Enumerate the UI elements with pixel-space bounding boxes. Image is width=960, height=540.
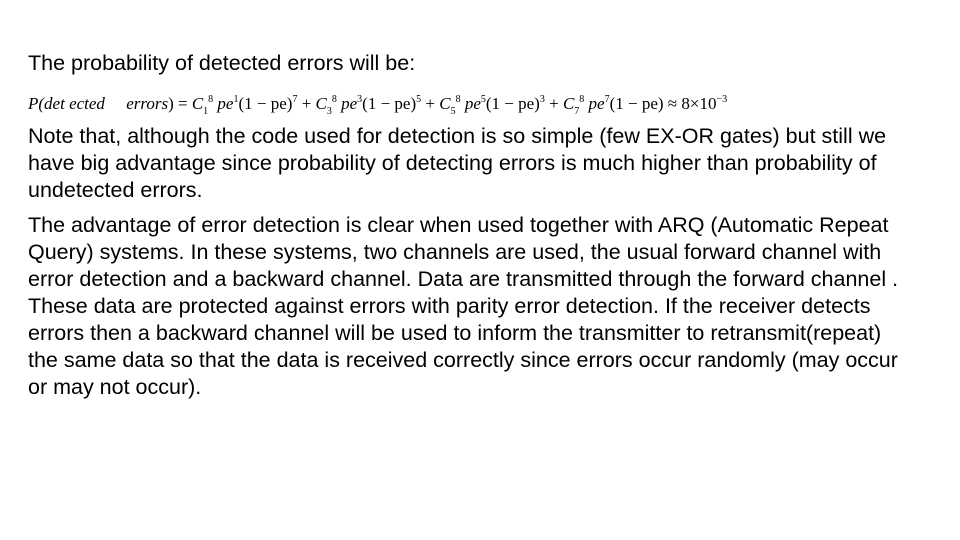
one-minus-pe-exponent: 3 xyxy=(539,94,545,105)
equation-term xyxy=(315,94,440,117)
pe-symbol: pe xyxy=(588,94,605,113)
combination-symbol: C xyxy=(562,94,575,113)
pe-exponent: 7 xyxy=(604,94,610,105)
pe-symbol: pe xyxy=(464,94,481,113)
one-minus-pe: (1 − pe) xyxy=(362,94,417,113)
equation-approx: ≈ 8×10 xyxy=(667,94,717,113)
combination-subscript: 5 xyxy=(450,106,456,117)
equation-lhs-word1: det ected xyxy=(44,94,105,113)
pe-symbol: pe xyxy=(217,94,234,113)
one-minus-pe-exponent: 5 xyxy=(416,94,422,105)
one-minus-pe-exponent: 7 xyxy=(292,94,298,105)
one-minus-pe: (1 − pe) xyxy=(485,94,540,113)
combination-superscript: 8 xyxy=(331,94,337,105)
combination-superscript: 8 xyxy=(455,94,461,105)
equation-term xyxy=(562,94,668,117)
equation-term xyxy=(439,94,563,117)
plus-operator: + xyxy=(421,94,440,113)
one-minus-pe: (1 − pe) xyxy=(609,94,664,113)
equation-lhs-func: P( xyxy=(28,94,45,113)
combination-superscript: 8 xyxy=(208,94,214,105)
one-minus-pe: (1 − pe) xyxy=(238,94,293,113)
paragraph-detection-note: Note that, although the code used for detection is so simple (few EX-OR gates) but still we have big advantage since probability of detecting errors is much higher than probability of undetected errors. xyxy=(28,124,887,202)
plus-operator: + xyxy=(297,94,316,113)
pe-exponent: 5 xyxy=(480,94,486,105)
paragraph-arq-explanation: The advantage of error detection is clear when used together with ARQ (Automatic Repeat Query) systems. In these systems, two channels are used, the usual forward channel with error detection and a backward channel. Data are transmitted through the forward channel . These data are protected against errors with parity error detection. If the receiver detects errors then a backward channel will be used to inform the transmitter to retransmit(repeat) the same data so that the data is received correctly since errors occur randomly (may occur or may not occur). xyxy=(28,213,899,399)
pe-symbol: pe xyxy=(341,94,358,113)
combination-symbol: C xyxy=(191,94,204,113)
probability-equation xyxy=(28,90,727,118)
combination-superscript: 8 xyxy=(579,94,585,105)
equation-term xyxy=(191,94,316,117)
equation-lhs-word2: errors xyxy=(126,94,169,113)
equation-lhs-close: ) = xyxy=(168,94,188,113)
combination-symbol: C xyxy=(315,94,327,113)
combination-subscript: 1 xyxy=(203,106,209,117)
pe-exponent: 3 xyxy=(357,94,363,105)
combination-subscript: 3 xyxy=(326,106,332,117)
plus-operator: + xyxy=(544,94,563,113)
intro-text: The probability of detected errors will be: xyxy=(28,51,416,75)
pe-exponent: 1 xyxy=(233,94,239,105)
combination-symbol: C xyxy=(439,94,451,113)
combination-subscript: 7 xyxy=(574,106,580,117)
equation-terms xyxy=(191,94,668,117)
equation-approx-exponent: −3 xyxy=(716,94,728,105)
